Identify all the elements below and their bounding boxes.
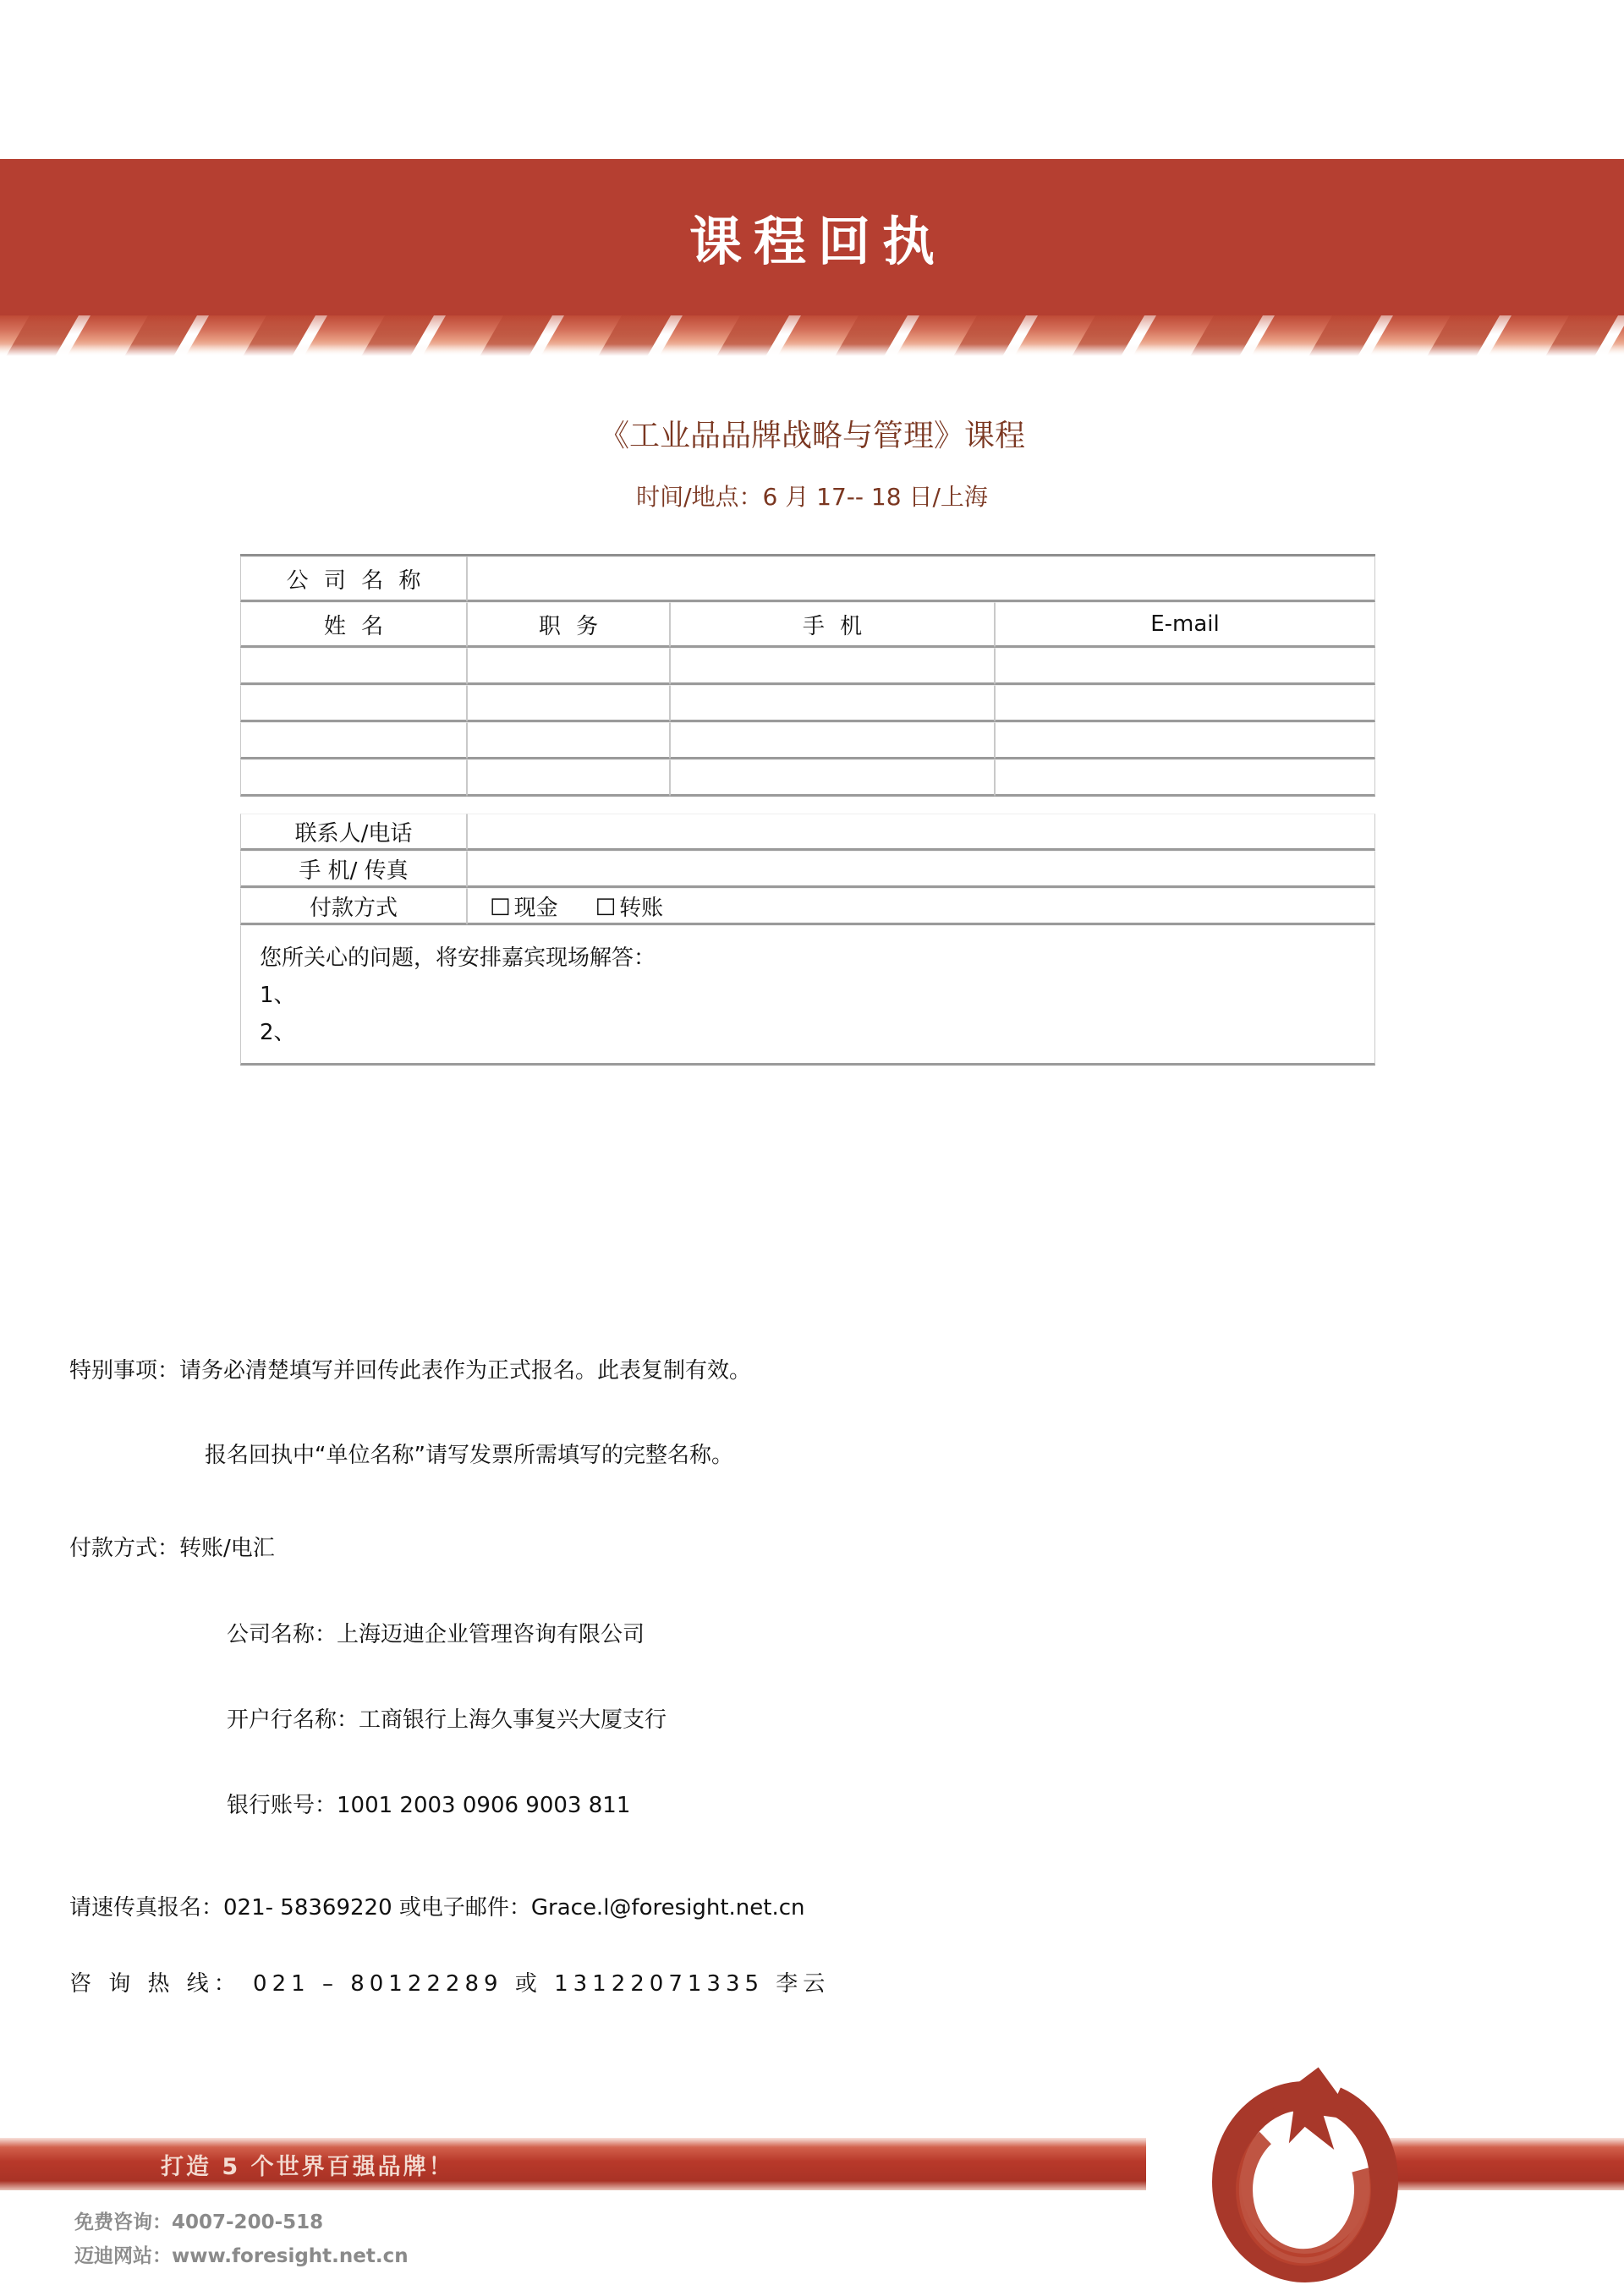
mobile-fax-row xyxy=(240,851,1375,888)
participant-mobile-input[interactable] xyxy=(670,648,995,685)
hotline-text: 咨 询 热 线： 021 – 80122289 或 13122071335 李云 xyxy=(69,1971,831,1997)
footer-free-consult-text: 免费咨询：4007-200-518 xyxy=(74,2211,324,2233)
participant-mobile-input[interactable] xyxy=(670,759,995,797)
payment-method-row xyxy=(240,888,1375,925)
course-title: 《工业品品牌战略与管理》课程 xyxy=(598,419,1025,453)
payment-method-options xyxy=(467,888,1375,925)
course-subtitle: 时间/地点：6 月 17-- 18 日/上海 xyxy=(636,483,988,511)
participant-email-input[interactable] xyxy=(995,685,1375,722)
special-notice-text: 特别事项：请务必清楚填写并回传此表作为正式报名。此表复制有效。 xyxy=(69,1358,752,1384)
payment-option-transfer-label: 转账 xyxy=(619,895,664,921)
participant-title-input[interactable] xyxy=(467,759,670,797)
footer-website-text: 迈迪网站：www.foresight.net.cn xyxy=(74,2245,409,2267)
table-row xyxy=(240,685,1375,722)
footer-slogan: 打造 5 个世界百强品牌！ xyxy=(161,2153,454,2180)
participant-name-input[interactable] xyxy=(240,685,467,722)
question-line-2[interactable]: 2、 xyxy=(260,1020,296,1045)
checkbox-icon[interactable]: □ xyxy=(490,893,511,918)
invoice-notice-text: 报名回执中“单位名称”请写发票所需填写的完整名称。 xyxy=(205,1443,733,1468)
checkbox-icon[interactable]: □ xyxy=(595,893,617,918)
participant-name-input[interactable] xyxy=(240,722,467,759)
bank-company-name-text: 公司名称：上海迈迪企业管理咨询有限公司 xyxy=(227,1622,645,1647)
question-line-1[interactable]: 1、 xyxy=(260,983,296,1008)
table-header-row xyxy=(240,602,1375,648)
column-header-mobile: 手 机 xyxy=(670,602,995,648)
participant-mobile-input[interactable] xyxy=(670,685,995,722)
company-name-label: 公 司 名 称 xyxy=(240,556,467,602)
page-title: 课程回执 xyxy=(689,211,946,272)
payment-option-cash[interactable] xyxy=(490,890,558,922)
column-header-name: 姓 名 xyxy=(240,602,467,648)
participant-title-input[interactable] xyxy=(467,648,670,685)
payment-method-text: 付款方式：转账/电汇 xyxy=(69,1536,275,1561)
participant-title-input[interactable] xyxy=(467,685,670,722)
participant-mobile-input[interactable] xyxy=(670,722,995,759)
participant-title-input[interactable] xyxy=(467,722,670,759)
mobile-fax-input[interactable] xyxy=(467,851,1375,888)
contact-person-input[interactable] xyxy=(467,814,1375,851)
table-row xyxy=(240,722,1375,759)
questions-prompt: 您所关心的问题，将安排嘉宾现场解答： xyxy=(260,945,656,971)
participant-email-input[interactable] xyxy=(995,648,1375,685)
participant-name-input[interactable] xyxy=(240,759,467,797)
questions-section xyxy=(240,925,1375,1066)
bank-branch-name-text: 开户行名称：工商银行上海久事复兴大厦支行 xyxy=(227,1707,667,1733)
payment-option-cash-label: 现金 xyxy=(513,895,558,921)
company-name-input[interactable] xyxy=(467,556,1375,602)
contact-person-label: 联系人/电话 xyxy=(240,814,467,851)
footer-contact-block xyxy=(74,2206,409,2273)
table-row xyxy=(240,648,1375,685)
payment-option-transfer[interactable] xyxy=(595,890,664,922)
table-row xyxy=(240,759,1375,797)
bank-account-number-text: 银行账号：1001 2003 0906 9003 811 xyxy=(227,1793,631,1818)
participant-email-input[interactable] xyxy=(995,722,1375,759)
footer-banner-right xyxy=(1387,2138,1624,2190)
fax-and-email-text: 请速传真报名：021- 58369220 或电子邮件：Grace.l@foresight.net.cn xyxy=(69,1895,805,1921)
circular-arrow-icon xyxy=(1208,2065,1402,2289)
participant-email-input[interactable] xyxy=(995,759,1375,797)
mobile-fax-label: 手 机/ 传真 xyxy=(240,851,467,888)
column-header-title: 职 务 xyxy=(467,602,670,648)
registration-form-table xyxy=(240,554,1375,1066)
company-row xyxy=(240,556,1375,602)
participant-name-input[interactable] xyxy=(240,648,467,685)
contact-person-row xyxy=(240,814,1375,851)
payment-method-label: 付款方式 xyxy=(240,888,467,925)
column-header-email: E-mail xyxy=(995,602,1375,648)
foresight-logo xyxy=(1208,2065,1402,2289)
header-stripe-decoration xyxy=(0,315,1624,356)
